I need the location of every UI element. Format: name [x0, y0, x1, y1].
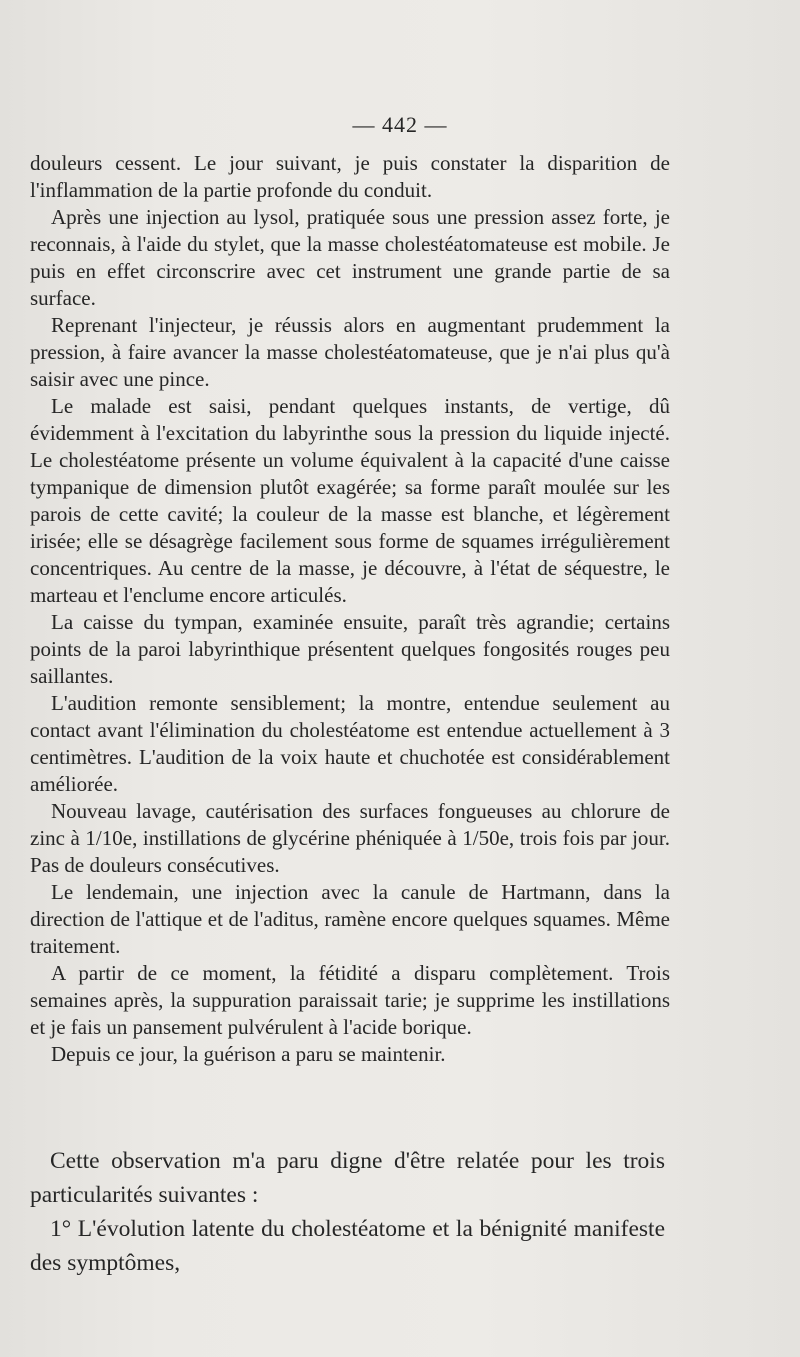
paragraph: Nouveau lavage, cautérisation des surfaces fongueuses au chlorure de zinc à 1/10e, instillations de glycérine phéniquée à 1/50e, trois fois par jour. Pas de douleurs consécutives. [30, 799, 670, 877]
paragraph: Après une injection au lysol, pratiquée sous une pression assez forte, je reconnais, à l'aide du stylet, que la masse cholestéatomateuse est mobile. Je puis en effet circonscrire avec cet instrument une grande partie de sa surface. [30, 205, 670, 310]
conclusion-intro: Cette observation m'a paru digne d'être relatée pour les trois particularités suivantes : [30, 1148, 665, 1208]
paragraph: douleurs cessent. Le jour suivant, je puis constater la disparition de l'inflammation de la partie profonde du conduit. [30, 151, 670, 202]
paragraph: Le lendemain, une injection avec la canule de Hartmann, dans la direction de l'attique et de l'aditus, ramène encore quelques squames. Même traitement. [30, 880, 670, 958]
paragraph: Reprenant l'injecteur, je réussis alors en augmentant prudemment la pression, à faire avancer la masse cholestéatomateuse, que je n'ai plus qu'à saisir avec une pince. [30, 313, 670, 391]
paragraph: A partir de ce moment, la fétidité a disparu complètement. Trois semaines après, la suppuration paraissait tarie; je supprime les instillations et je fais un pansement pulvérulent à l'acide borique. [30, 961, 670, 1039]
paragraph: L'audition remonte sensiblement; la montre, entendue seulement au contact avant l'élimination du cholestéatome est entendue actuellement à 3 centimètres. L'audition de la voix haute et chuchotée est considérablement améliorée. [30, 691, 670, 796]
page-number: — 442 — [352, 112, 448, 137]
conclusion-item-1: 1° L'évolution latente du cholestéatome et la bénignité manifeste des symptômes, [30, 1216, 665, 1276]
conclusion-section [30, 1144, 665, 1280]
body-text [30, 150, 670, 1068]
paragraph: La caisse du tympan, examinée ensuite, paraît très agrandie; certains points de la paroi labyrinthique présentent quelques fongosités rouges peu saillantes. [30, 610, 670, 688]
paragraph: Le malade est saisi, pendant quelques instants, de vertige, dû évidemment à l'excitation du labyrinthe sous la pression du liquide injecté. Le cholestéatome présente un volume équivalent à la capacité d'une caisse tympanique de dimension plutôt exagérée; sa forme paraît moulée sur les parois de cette cavité; la couleur de la masse est blanche, et légèrement irisée; elle se désagrège facilement sous forme de squames irrégulièrement concentriques. Au centre de la masse, je découvre, à l'état de séquestre, le marteau et l'enclume encore articulés. [30, 394, 670, 607]
paragraph: Depuis ce jour, la guérison a paru se maintenir. [51, 1042, 446, 1066]
